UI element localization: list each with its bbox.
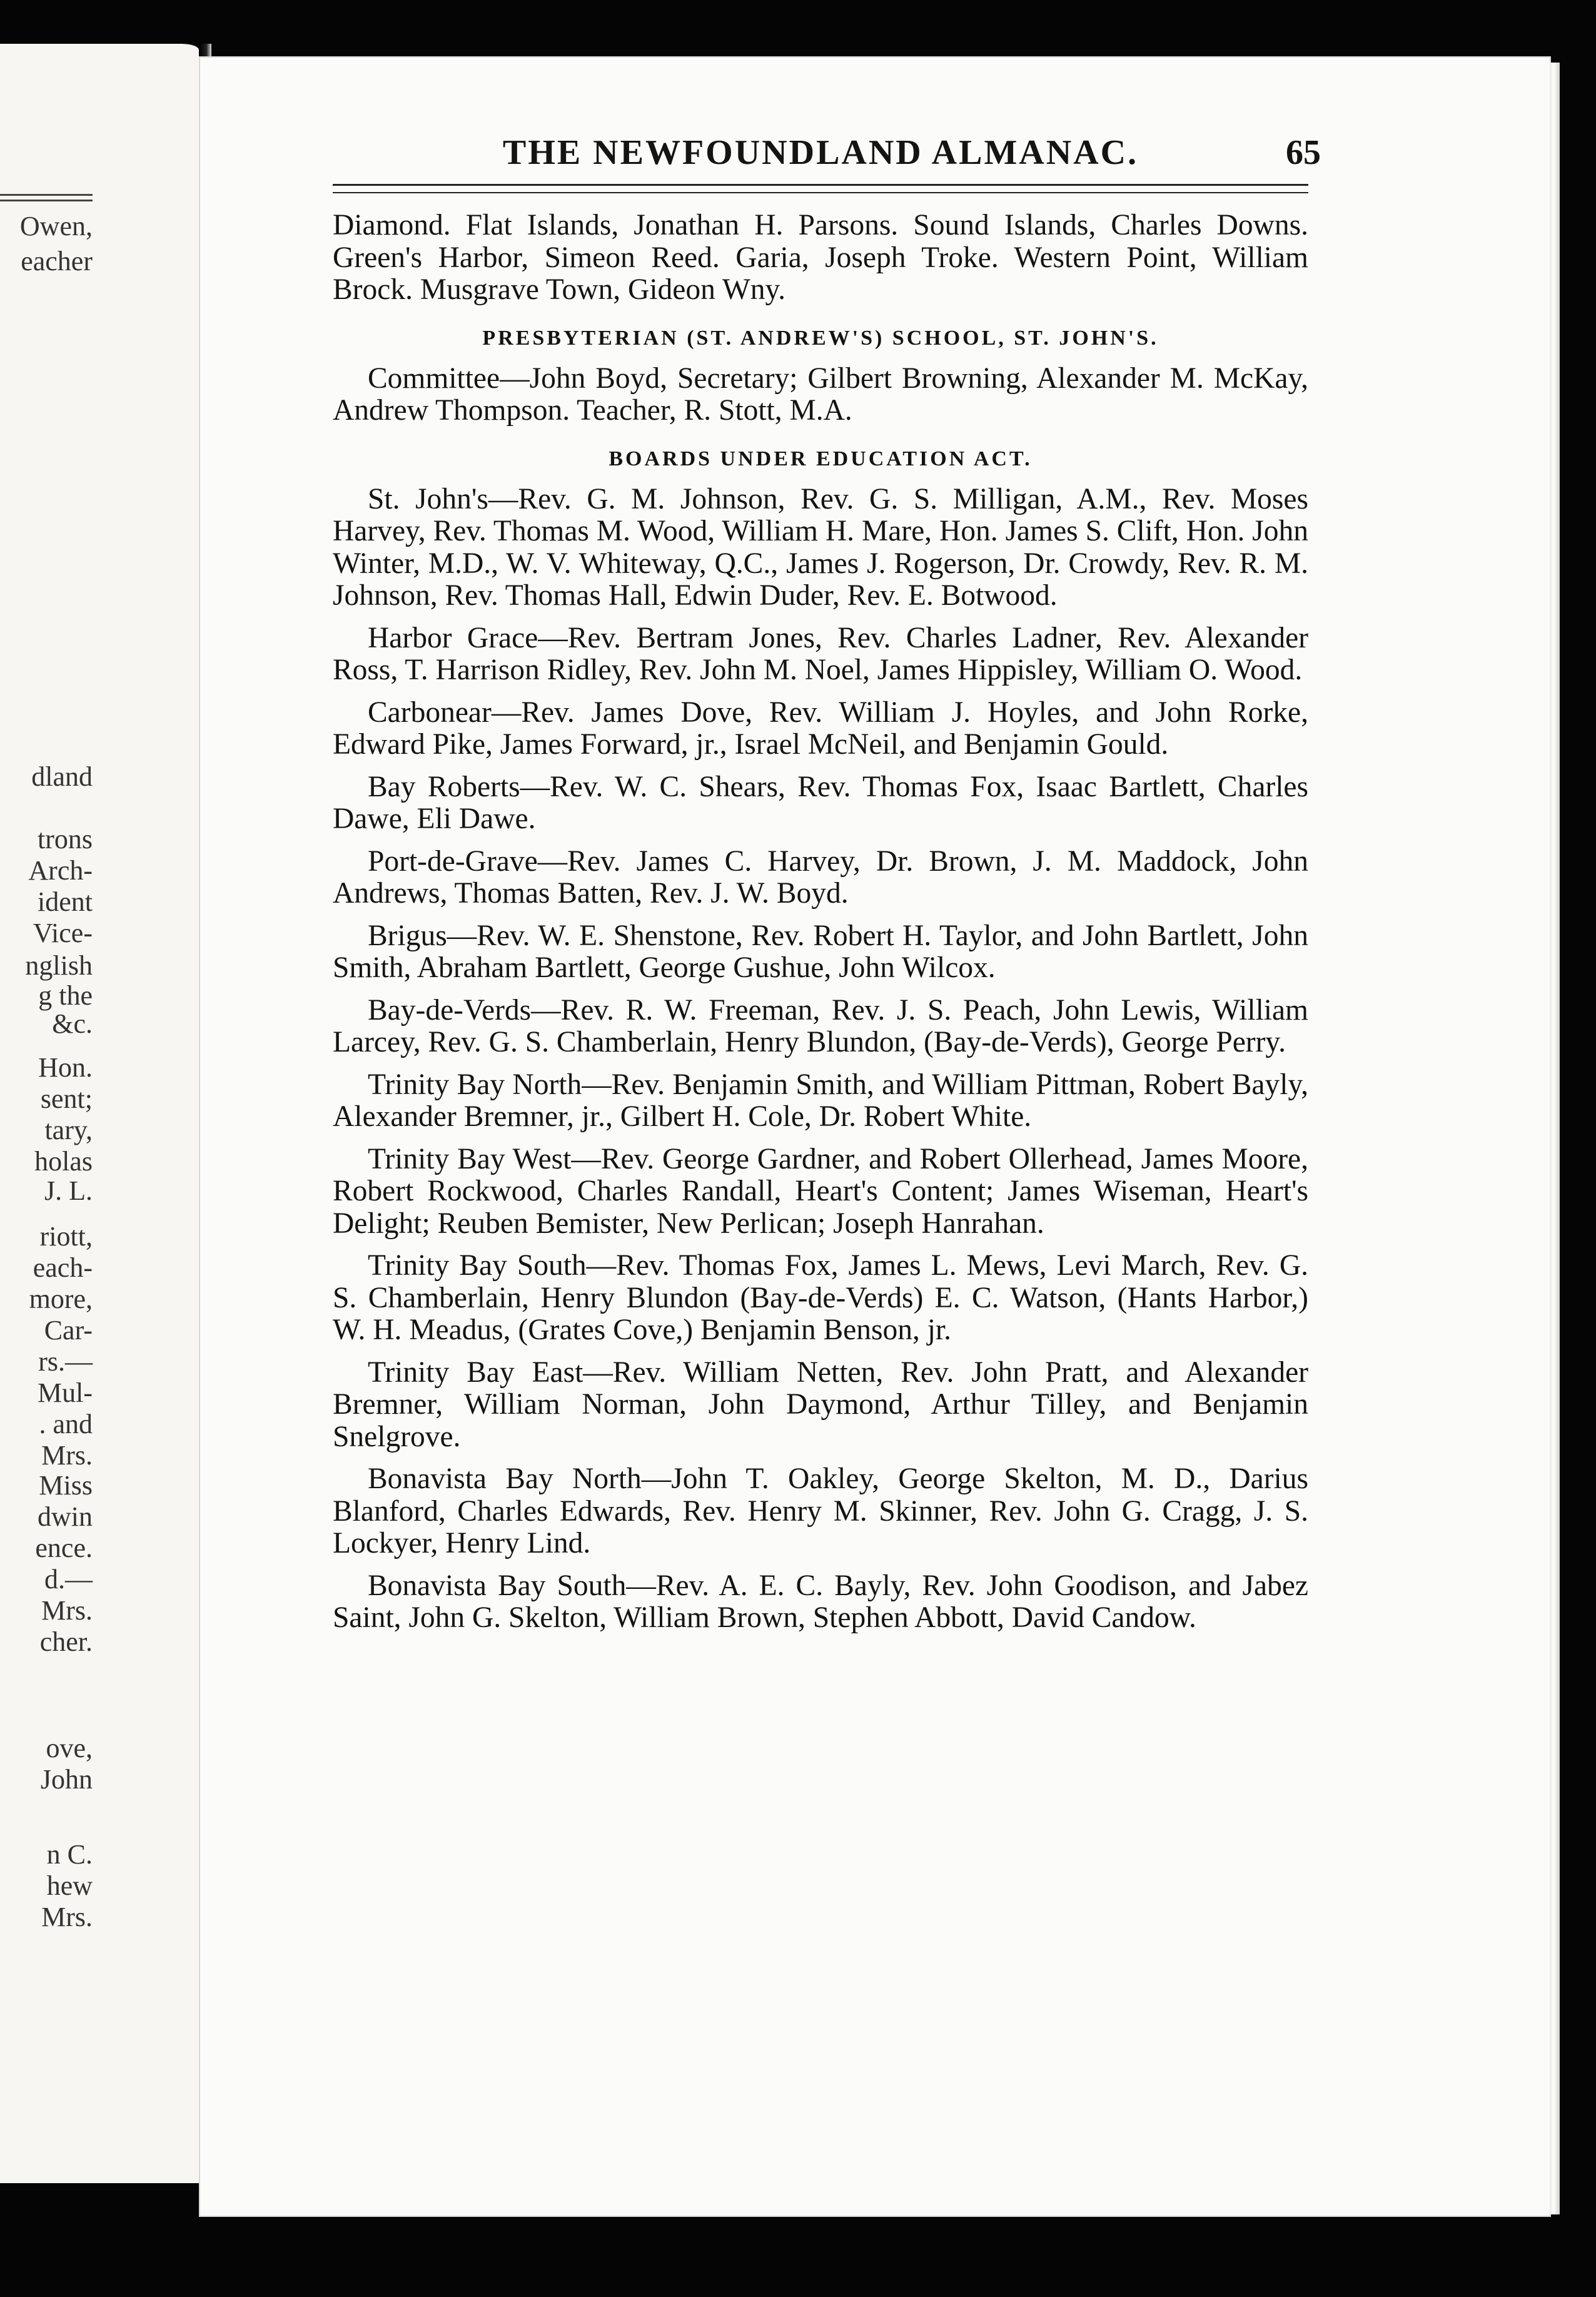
left-page-fragment: Car- xyxy=(44,1315,93,1346)
left-page-fragment: trons xyxy=(38,824,93,854)
left-page-fragment: Mrs. xyxy=(41,1595,93,1626)
header-title: THE NEWFOUNDLAND ALMANAC. xyxy=(502,133,1139,172)
left-page-fragment: ence. xyxy=(35,1533,93,1563)
left-page-fragment: Owen, xyxy=(19,211,93,241)
board-entry: Harbor Grace—Rev. Bertram Jones, Rev. Charles Ladner, Rev. Alexander Ross, T. Harrison Ridley, Rev. John M. Noel, James Hippisley, William O. Wood. xyxy=(333,621,1308,686)
left-page-fragment: eacher xyxy=(21,246,93,276)
left-page-fragment: each- xyxy=(33,1252,93,1283)
left-page-fragment: Arch- xyxy=(28,855,93,886)
left-page-fragment: d.— xyxy=(44,1564,93,1595)
left-page-fragment: John xyxy=(40,1764,93,1795)
left-page-fragment: Hon. xyxy=(38,1052,93,1083)
board-entry: Trinity Bay North—Rev. Benjamin Smith, and William Pittman, Robert Bayly, Alexander Bremner, jr., Gilbert H. Cole, Dr. Robert White. xyxy=(333,1068,1308,1133)
left-page-fragment: &c. xyxy=(52,1008,93,1039)
almanac-page xyxy=(200,58,1550,2216)
board-entry: Carbonear—Rev. James Dove, Rev. William J. Hoyles, and John Rorke, Edward Pike, James Forward, jr., Israel McNeil, and Benjamin Gould. xyxy=(333,696,1308,761)
board-entry: Trinity Bay East—Rev. William Netten, Rev. John Pratt, and Alexander Bremner, William Norman, John Daymond, Arthur Tilley, and Benjamin Snelgrove. xyxy=(333,1356,1308,1453)
running-header xyxy=(333,133,1321,176)
left-page-fragment: hew xyxy=(46,1870,93,1901)
left-page-fragment: Mrs. xyxy=(41,1440,93,1471)
board-entry: St. John's—Rev. G. M. Johnson, Rev. G. S. Milligan, A.M., Rev. Moses Harvey, Rev. Thomas M. Wood, William H. Mare, Hon. James S. Clift, Hon. John Winter, M.D., W. V. Whiteway, Q.C., James J. Rogerson, Dr. Crowdy, Rev. R. M. Johnson, Rev. Thomas Hall, Edwin Duder, Rev. E. Botwood. xyxy=(333,482,1308,612)
left-page-fragment: Mrs. xyxy=(41,1902,93,1932)
header-rule xyxy=(333,184,1308,193)
board-entry: Brigus—Rev. W. E. Shenstone, Rev. Robert H. Taylor, and John Bartlett, John Smith, Abraham Bartlett, George Gushue, John Wilcox. xyxy=(333,919,1308,984)
left-page-fragment: sent; xyxy=(40,1083,93,1114)
board-entry: Port-de-Grave—Rev. James C. Harvey, Dr. Brown, J. M. Maddock, John Andrews, Thomas Batten, Rev. J. W. Boyd. xyxy=(333,844,1308,910)
left-page-fragment: holas xyxy=(34,1146,93,1177)
board-entry: Trinity Bay West—Rev. George Gardner, and Robert Ollerhead, James Moore, Robert Rockwood, Charles Randall, Heart's Content; James Wiseman, Heart's Delight; Reuben Bemister, New Perlican; Joseph Hanrahan. xyxy=(333,1142,1308,1240)
left-page-fragment: n C. xyxy=(46,1839,93,1870)
left-page-fragment: dwin xyxy=(38,1501,93,1532)
left-page-fragment: ident xyxy=(38,886,93,917)
board-entry: Bay-de-Verds—Rev. R. W. Freeman, Rev. J. S. Peach, John Lewis, William Larcey, Rev. G. S. Chamberlain, Henry Blundon, (Bay-de-Verds), George Perry. xyxy=(333,993,1308,1058)
page-edge xyxy=(1550,63,1560,2214)
left-page-fragment: rs.— xyxy=(38,1346,93,1377)
left-page-fragment: riott, xyxy=(39,1221,93,1252)
page-number: 65 xyxy=(1286,133,1321,172)
opening-paragraph: Diamond. Flat Islands, Jonathan H. Parsons. Sound Islands, Charles Downs. Green's Harbor, Simeon Reed. Garia, Joseph Troke. Western Point, William Brock. Musgrave Town, Gideon Wny. xyxy=(333,209,1308,306)
boards-heading: BOARDS UNDER EDUCATION ACT. xyxy=(609,447,1033,470)
boards-list xyxy=(333,484,1308,1635)
left-page-text-fragments xyxy=(0,44,199,2183)
presbyterian-heading: PRESBYTERIAN (ST. ANDREW'S) SCHOOL, ST. JOHN'S. xyxy=(482,326,1159,350)
left-page-fragment: cher. xyxy=(39,1626,93,1657)
board-entry: Bay Roberts—Rev. W. C. Shears, Rev. Thomas Fox, Isaac Bartlett, Charles Dawe, Eli Dawe. xyxy=(333,770,1308,835)
left-page-fragment: J. L. xyxy=(44,1175,93,1206)
board-entry: Bonavista Bay North—John T. Oakley, George Skelton, M. D., Darius Blanford, Charles Edwards, Rev. Henry M. Skinner, Rev. John G. Cragg, J. S. Lockyer, Henry Lind. xyxy=(333,1463,1308,1559)
left-page-fragment: Vice- xyxy=(33,918,93,948)
left-page-fragment: . and xyxy=(39,1409,93,1439)
left-page-fragment: dland xyxy=(31,761,93,792)
left-page-fragment: tary, xyxy=(44,1115,93,1145)
left-page-fragment: more, xyxy=(29,1284,93,1314)
presbyterian-text: Committee—John Boyd, Secretary; Gilbert Browning, Alexander M. McKay, Andrew Thompson. Teacher, R. Stott, M.A. xyxy=(333,362,1308,427)
left-page-fragment: nglish xyxy=(25,950,93,981)
left-page-fragment: g the xyxy=(38,980,93,1011)
left-page-fragment: Miss xyxy=(39,1470,93,1501)
left-page-fragment: ove, xyxy=(46,1733,93,1763)
left-facing-page xyxy=(0,44,199,2183)
board-entry: Trinity Bay South—Rev. Thomas Fox, James L. Mews, Levi March, Rev. G. S. Chamberlain, Henry Blundon (Bay-de-Verds) E. C. Watson, (Hants Harbor,) W. H. Meadus, (Grates Cove,) Benjamin Benson, jr. xyxy=(333,1249,1308,1346)
left-page-fragment: Mul- xyxy=(38,1377,93,1408)
page-content xyxy=(333,133,1321,1635)
board-entry: Bonavista Bay South—Rev. A. E. C. Bayly, Rev. John Goodison, and Jabez Saint, John G. Skelton, William Brown, Stephen Abbott, David Candow. xyxy=(333,1569,1308,1634)
